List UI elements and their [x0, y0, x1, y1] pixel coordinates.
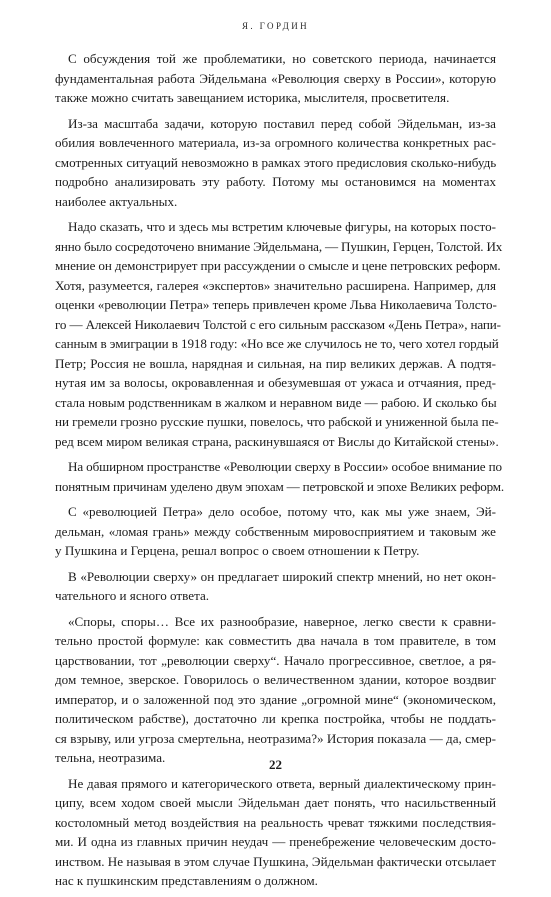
text-line: инством. Не называя в этом случае Пушкина, Эйдельман фактически отсылает: [55, 853, 496, 869]
text-line: у Пушкина и Герцена, решал вопрос о своем отношении к Петру.: [55, 543, 420, 558]
text-line: тельна, неотразима.: [55, 750, 166, 765]
text-line: ми. И одна из главных причин неудач — пренебрежение человеческим досто-: [55, 834, 496, 849]
text-line: Хотя, разумеется, галерея «экспертов» значительно расширена. Например, для: [55, 277, 496, 293]
text-line: санным в эмиграции в 1918 году: «Но все же случилось не то, чего хотел гордый: [55, 336, 499, 351]
paragraph: [55, 774, 496, 891]
text-line: Из-за масштаба задачи, которую поставил перед собой Эйдельман, из-за: [68, 115, 496, 131]
text-line: понятным причинам уделено двум эпохам — петровской и эпохе Великих реформ.: [55, 478, 504, 494]
text-line: подробно анализировать эту работу. Потому мы остановимся на моментах: [55, 174, 496, 189]
text-line: ся взрыву, или угроза смертельна, неотразима?» История показала — да, смер-: [55, 730, 496, 746]
text-line: наиболее актуальных.: [55, 193, 178, 209]
paragraph: [55, 612, 496, 768]
text-line: Петр; Россия не вошла, нарядная и сильная, на пир великих держав. А подтя-: [55, 355, 496, 371]
text-line: На обширном пространстве «Революции сверху в России» особое внимание по: [68, 459, 502, 474]
text-line: мнение он демонстрирует при рассуждении о смысле и цене петровских реформ.: [55, 258, 501, 273]
text-line: царствовании, тот „революции сверху“. Начало прогрессивное, светлое, а ря-: [55, 652, 496, 668]
text-line: С «революцией Петра» дело особое, потому что, как мы уже знаем, Эй-: [68, 504, 496, 519]
text-line: также можно считать завещанием историка, мыслителя, просветителя.: [55, 90, 450, 105]
text-line: Не давая прямого и категорического ответа, верный диалектическому прин-: [68, 775, 496, 791]
text-line: костоломный метод воздействия на реальность чреват тяжкими последствия-: [55, 814, 496, 830]
text-line: чательного и ясного ответа.: [55, 588, 210, 603]
paragraph: [55, 502, 496, 561]
text-line: ципу, всем ходом своей мысли Эйдельман дает понять, что насильственный: [55, 795, 496, 810]
paragraph: [55, 567, 496, 606]
text-line: стала новым родственникам в жалком и неравном виде — рабою. И сколько бы: [55, 394, 497, 410]
text-line: С обсуждения той же проблематики, но советского периода, начинается: [68, 51, 496, 66]
text-line: ред всем миром великая страна, раскинувшаяся от Вислы до Китайской стены».: [55, 433, 499, 449]
paragraph: [55, 114, 496, 212]
text-line: дом темное, зверское. Говорилось о величественном здании, которое воздвиг: [55, 672, 496, 687]
text-line: смотренных ситуаций невозможно в рамках этого предисловия сколько-нибудь: [55, 154, 497, 170]
text-line: оценки «революции Петра» теперь привлечен кроме Льва Николаевича Толсто-: [55, 297, 497, 312]
text-line: фундаментальная работа Эйдельмана «Революция сверху в России», которую: [55, 70, 496, 86]
paragraph: [55, 457, 504, 496]
text-line: политическом рабстве), достаточно ли крепка постройка, чтобы не поддать-: [55, 711, 496, 726]
text-line: нас к пушкинским представлениям о должном.: [55, 873, 318, 888]
text-line: янно было сосредоточено внимание Эйдельмана, — Пушкин, Герцен, Толстой. Их: [55, 238, 503, 254]
paragraph: [55, 49, 496, 108]
text-line: нутая им за волосы, окровавленная и обезумевшая от ужаса и отчаяния, пред-: [55, 375, 496, 390]
text-line: обилия вовлеченного материала, из-за огромного количества конкретных рас-: [55, 135, 496, 150]
page-number: 22: [269, 757, 282, 772]
text-line: император, и о заложенной под это здание „огромной мине“ (экономическом,: [55, 691, 496, 707]
running-head-author: Я. ГОРДИН: [241, 21, 310, 31]
text-line: «Споры, споры… Все их разнообразие, наверное, легко свести к сравни-: [68, 613, 496, 629]
text-line: ни гремели грозно русские пушки, повелось, что рабской и униженной была пе-: [55, 414, 499, 429]
text-line: Надо сказать, что и здесь мы встретим ключевые фигуры, на которых посто-: [68, 219, 496, 234]
text-line: го — Алексей Николаевич Толстой с его сильным рассказом «День Петра», напи-: [55, 316, 501, 332]
text-line: В «Революции сверху» он предлагает широкий спектр мнений, но нет окон-: [68, 568, 496, 584]
text-line: тельно простой формуле: как совместить два начала в том правителе, в том: [55, 633, 496, 648]
text-line: дельман, «ломая грань» между собственным мировосприятием и таковым же: [55, 523, 496, 539]
paragraph: [55, 217, 503, 451]
